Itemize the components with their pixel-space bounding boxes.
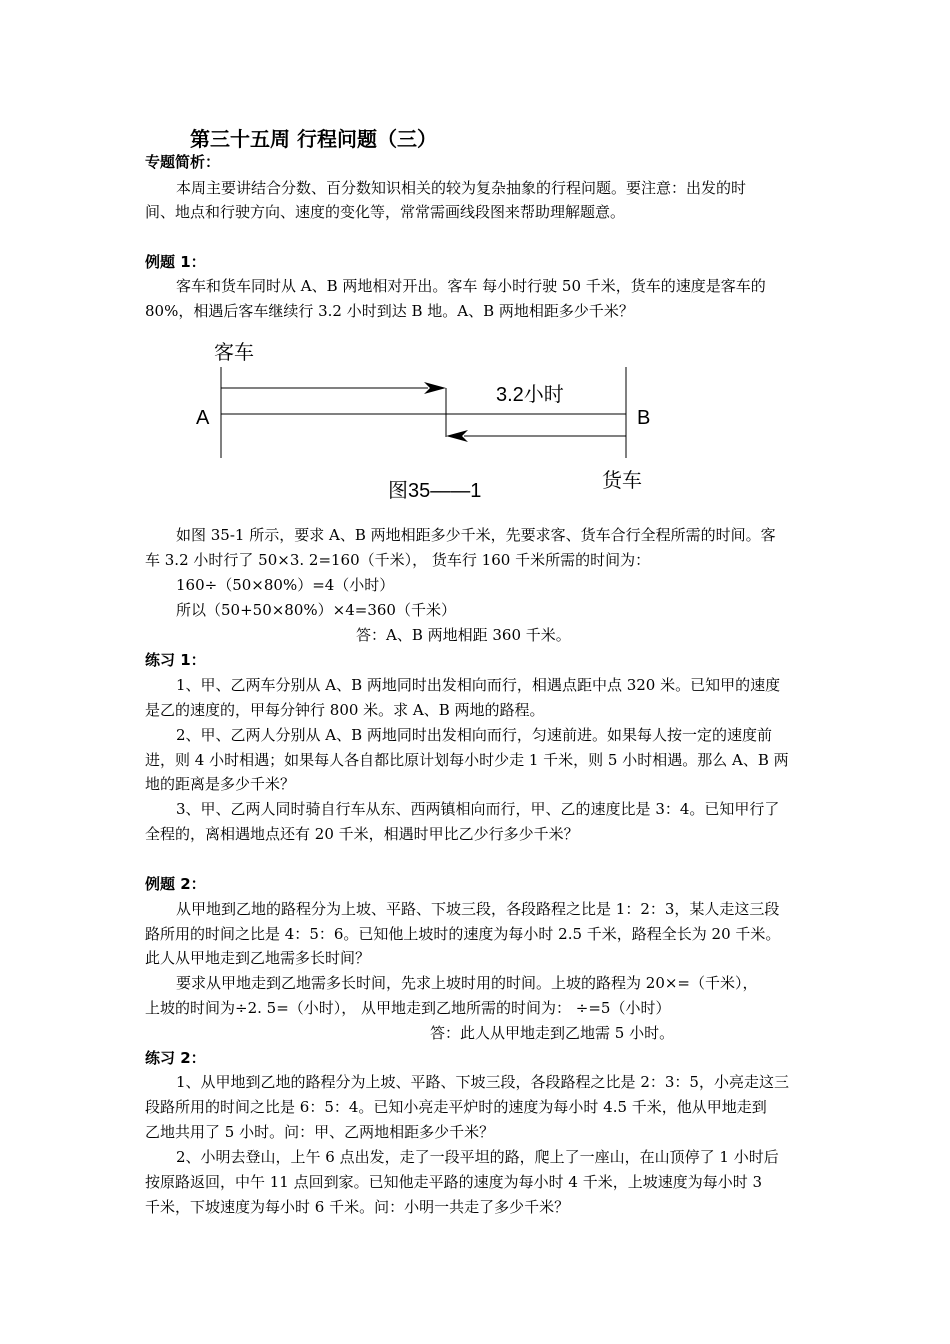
practice1-line: 3、甲、乙两人同时骑自行车从东、西两镇相向而行，甲、乙的速度比是 3：4。已知甲行了	[176, 800, 780, 818]
practice1-line: 全程的，离相遇地点还有 20 千米，相遇时甲比乙少行多少千米？	[145, 825, 579, 843]
example2-heading: 例题 2：	[145, 875, 206, 893]
practice1-line: 2、甲、乙两人分别从 A、B 两地同时出发相向而行，匀速前进。如果每人按一定的速度前	[176, 726, 772, 744]
example1-answer: 答：A、B 两地相距 360 千米。	[356, 626, 571, 644]
diagram-caption: 图35——1	[388, 480, 482, 502]
intro-line: 间、地点和行驶方向、速度的变化等，常常需画线段图来帮助理解题意。	[145, 203, 626, 221]
practice2-line: 1、从甲地到乙地的路程分为上坡、平路、下坡三段，各段路程之比是 2：3：5，小亮走这三	[176, 1073, 789, 1091]
example1-heading: 例题 1：	[145, 253, 206, 271]
example1-problem-line: 客车和货车同时从 A、B 两地相对开出。客车 每小时行驶 50 千米，货车的速度是客车的	[176, 277, 766, 295]
practice1-line: 地的距离是多少千米？	[145, 775, 296, 793]
diagram-label-b: B	[637, 407, 651, 429]
practice2-line: 千米，下坡速度为每小时 6 千米。问：小明一共走了多少千米？	[145, 1198, 570, 1216]
diagram-label-a: A	[196, 407, 210, 429]
practice1-line: 是乙的速度的，甲每分钟行 800 米。求 A、B 两地的路程。	[145, 701, 545, 719]
practice2-heading: 练习 2：	[145, 1049, 206, 1067]
intro-heading: 专题简析：	[145, 153, 221, 171]
practice1-heading: 练习 1：	[145, 651, 206, 669]
example2-problem-line: 从甲地到乙地的路程分为上坡、平路、下坡三段，各段路程之比是 1：2：3，某人走这三段	[176, 900, 780, 918]
example2-problem-line: 此人从甲地走到乙地需多长时间？	[145, 949, 371, 967]
example1-problem-line: 80%，相遇后客车继续行 3.2 小时到达 B 地。A、B 两地相距多少千米？	[145, 302, 634, 320]
practice1-line: 1、甲、乙两车分别从 A、B 两地同时出发相向而行，相遇点距中点 320 米。已知甲的速度	[176, 676, 781, 694]
example1-solution-line: 车 3.2 小时行了 50×3. 2=160（千米）， 货车行 160 千米所需的时间为：	[145, 551, 651, 569]
practice1-line: 进，则 4 小时相遇；如果每人各自都比原计划每小时少走 1 千米，则 5 小时相遇。那么 A、B 两	[145, 751, 789, 769]
practice2-line: 2、小明去登山，上午 6 点出发，走了一段平坦的路，爬上了一座山，在山顶停了 1 小时后	[176, 1148, 779, 1166]
practice2-line: 按原路返回，中午 11 点回到家。已知他走平路的速度为每小时 4 千米，上坡速度为每小时 3	[145, 1173, 763, 1191]
example2-answer: 答：此人从甲地走到乙地需 5 小时。	[430, 1024, 675, 1042]
practice2-line: 段路所用的时间之比是 6：5：4。已知小亮走平炉时的速度为每小时 4.5 千米，他从甲地走到	[145, 1098, 767, 1116]
example1-solution-line: 160÷（50×80%）=4（小时）	[176, 576, 395, 594]
diagram-label-truck: 货车	[602, 470, 642, 492]
example2-problem-line: 路所用的时间之比是 4：5：6。已知他上坡时的速度为每小时 2.5 千米，路程全长为 20 千米。	[145, 925, 781, 943]
intro-line: 本周主要讲结合分数、百分数知识相关的较为复杂抽象的行程问题。要注意：出发的时	[176, 179, 747, 197]
diagram-label-bus: 客车	[214, 342, 254, 364]
practice2-line: 乙地共用了 5 小时。问：甲、乙两地相距多少千米？	[145, 1123, 495, 1141]
example1-solution-line: 所以（50+50×80%）×4=360（千米）	[176, 601, 456, 619]
page-title: 第三十五周 行程问题（三）	[190, 127, 437, 151]
example1-solution-line: 如图 35-1 所示，要求 A、B 两地相距多少千米，先要求客、货车合行全程所需的时间。客	[176, 526, 776, 544]
example2-solution-line: 要求从甲地走到乙地需多长时间，先求上坡时用的时间。上坡的路程为 20×=（千米），	[176, 974, 758, 992]
line-segment-diagram	[190, 335, 670, 510]
diagram-label-time: 3.2小时	[496, 384, 564, 406]
example2-solution-line: 上坡的时间为÷2. 5=（小时）， 从甲地走到乙地所需的时间为： ÷=5（小时）	[145, 999, 671, 1017]
